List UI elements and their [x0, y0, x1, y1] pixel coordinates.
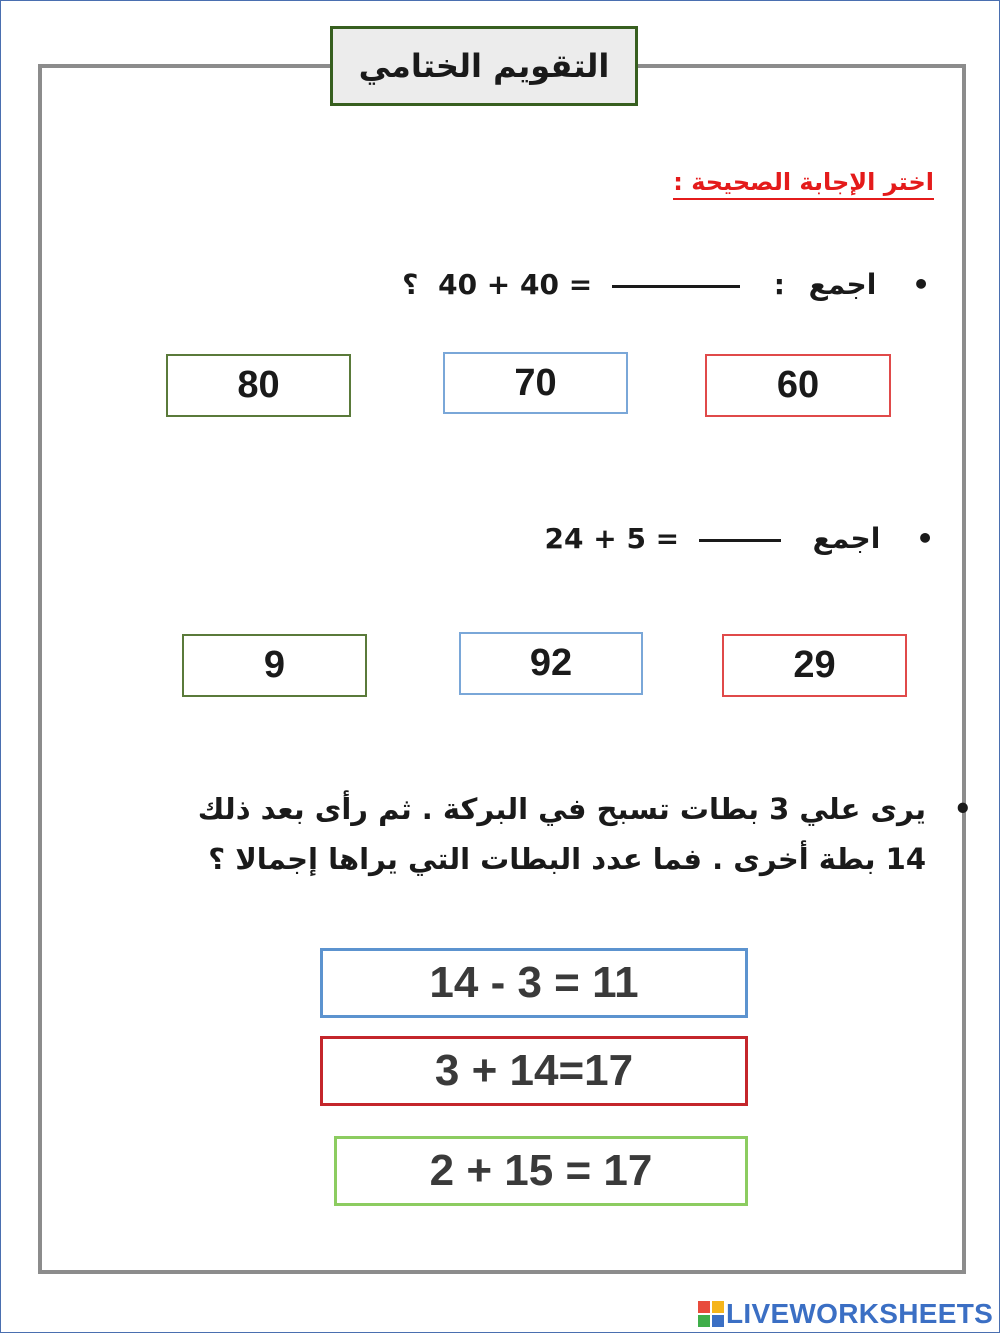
question-3-line-2: 14 بطة أخرى . فما عدد البطات التي يراها إجمالا ؟ [208, 842, 926, 876]
q2-option-29[interactable]: 29 [722, 634, 907, 697]
title-text: التقويم الختامي [358, 47, 610, 85]
bullet: • [912, 268, 930, 301]
answer-blank [699, 539, 781, 542]
q2-option-9[interactable]: 9 [182, 634, 367, 697]
worksheet-title [330, 26, 638, 106]
q1-option-60[interactable]: 60 [705, 354, 891, 417]
q3-option-subtraction[interactable]: 14 - 3 = 11 [320, 948, 748, 1018]
q1-option-70[interactable]: 70 [443, 352, 628, 414]
bullet: • [916, 522, 934, 555]
question-1 [402, 268, 930, 301]
q1-option-80[interactable]: 80 [166, 354, 351, 417]
question-mark: ؟ [402, 268, 419, 301]
liveworksheets-logo[interactable] [698, 1298, 993, 1330]
answer-blank [612, 285, 740, 288]
question-2-verb: اجمع [812, 522, 881, 555]
logo-text: LIVEWORKSHEETS [726, 1298, 994, 1329]
q2-option-92[interactable]: 92 [459, 632, 643, 695]
q3-option-3-plus-14[interactable]: 3 + 14=17 [320, 1036, 748, 1106]
question-1-expression: 40 + 40 = [438, 268, 593, 301]
logo-icon [698, 1301, 724, 1327]
question-3-line-1: يرى علي 3 بطات تسبح في البركة . ثم رأى بعد ذلك [197, 792, 926, 826]
question-3 [196, 784, 972, 884]
bullet: • [953, 792, 972, 826]
question-1-verb: اجمع [808, 268, 877, 301]
colon: : [773, 268, 785, 301]
question-2-expression: 24 + 5 = [544, 522, 680, 555]
q3-option-2-plus-15[interactable]: 2 + 15 = 17 [334, 1136, 748, 1206]
instruction: اختر الإجابة الصحيحة : [673, 168, 934, 200]
question-2 [545, 522, 934, 555]
